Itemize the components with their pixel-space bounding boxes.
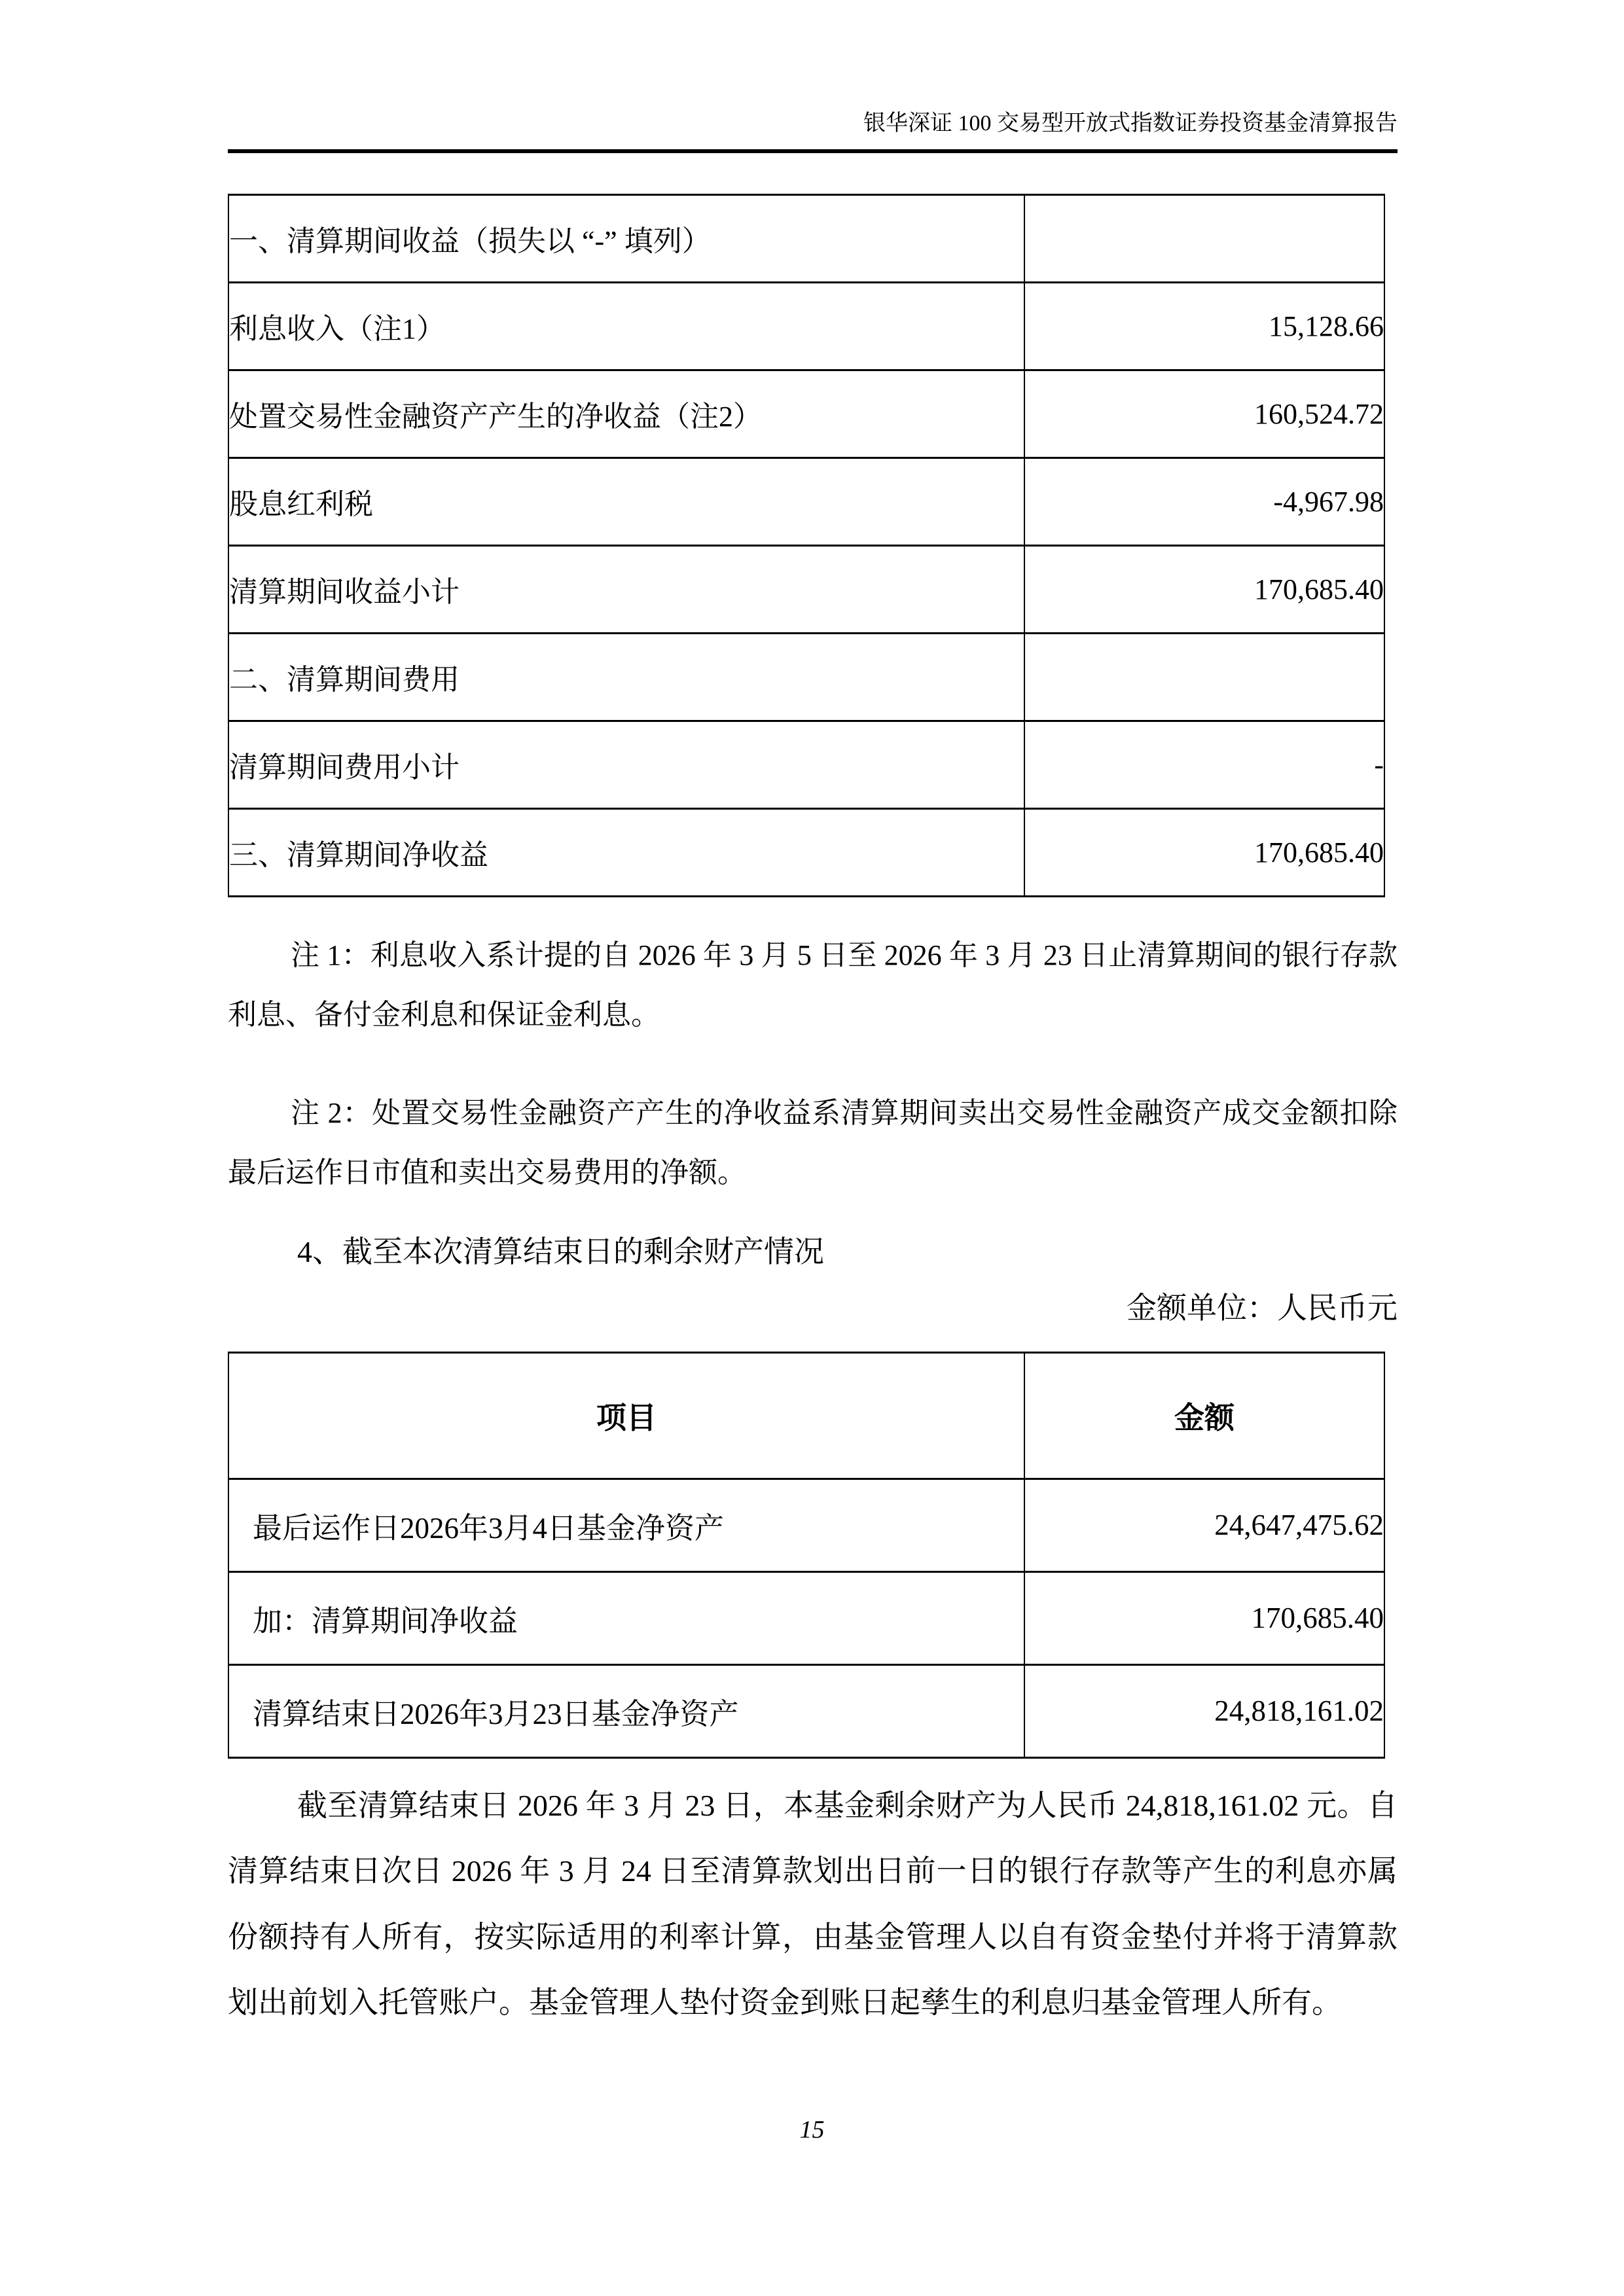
doc-header-title: 银华深证 100 交易型开放式指数证券投资基金清算报告 bbox=[863, 111, 1398, 135]
doc-header bbox=[228, 0, 1398, 139]
row-value: 170,685.40 bbox=[1024, 545, 1384, 633]
row-value: 170,685.40 bbox=[1024, 808, 1384, 896]
table-row bbox=[228, 457, 1384, 545]
assets-table bbox=[228, 1352, 1385, 1759]
row-label: 最后运作日2026年3月4日基金净资产 bbox=[228, 1479, 1024, 1571]
unit-label: 金额单位：人民币元 bbox=[1127, 1291, 1398, 1325]
table-row bbox=[228, 721, 1384, 808]
column-header-amount: 金额 bbox=[1024, 1352, 1384, 1479]
row-label: 处置交易性金融资产产生的净收益（注2） bbox=[228, 370, 1024, 457]
row-label: 清算期间收益小计 bbox=[228, 545, 1024, 633]
header-rule-divider bbox=[228, 149, 1398, 153]
row-value: 24,647,475.62 bbox=[1024, 1479, 1384, 1571]
row-label: 清算结束日2026年3月23日基金净资产 bbox=[228, 1664, 1024, 1757]
page-number: 15 bbox=[799, 2116, 825, 2144]
row-value bbox=[1024, 633, 1384, 721]
row-label: 股息红利税 bbox=[228, 457, 1024, 545]
table-header-row bbox=[228, 1352, 1384, 1479]
table-row bbox=[228, 194, 1384, 282]
row-label: 二、清算期间费用 bbox=[228, 633, 1024, 721]
row-value: 15,128.66 bbox=[1024, 282, 1384, 370]
row-value: -4,967.98 bbox=[1024, 457, 1384, 545]
row-value: 170,685.40 bbox=[1024, 1571, 1384, 1664]
note-paragraph-1: 注 1：利息收入系计提的自 2026 年 3 月 5 日至 2026 年 3 月 23 日止清算期间的银行存款利息、备付金利息和保证金利息。 bbox=[228, 939, 1398, 1031]
column-header-item: 项目 bbox=[228, 1352, 1024, 1479]
note-paragraph-2: 注 2：处置交易性金融资产产生的净收益系清算期间卖出交易性金融资产成交金额扣除最后运作日市值和卖出交易费用的净额。 bbox=[228, 1097, 1398, 1189]
income-table bbox=[228, 194, 1385, 897]
row-label: 利息收入（注1） bbox=[228, 282, 1024, 370]
table-row bbox=[228, 282, 1384, 370]
row-label: 清算期间费用小计 bbox=[228, 721, 1024, 808]
table-row bbox=[228, 633, 1384, 721]
row-label: 一、清算期间收益（损失以 “-” 填列） bbox=[228, 194, 1024, 282]
table-row bbox=[228, 1479, 1384, 1571]
row-value: - bbox=[1024, 721, 1384, 808]
row-value: 160,524.72 bbox=[1024, 370, 1384, 457]
table-row bbox=[228, 545, 1384, 633]
table-row bbox=[228, 808, 1384, 896]
row-label: 三、清算期间净收益 bbox=[228, 808, 1024, 896]
section-heading: 4、截至本次清算结束日的剩余财产情况 bbox=[297, 1235, 824, 1269]
closing-paragraph: 截至清算结束日 2026 年 3 月 23 日，本基金剩余财产为人民币 24,818,161.02 元。自清算结束日次日 2026 年 3 月 24 日至清算款划出日前一日的银行存款等产生的利息亦属份额持有人所有，按实际适用的利率计算，由基金管理人以自有资金垫付并将于清算款划出前划入托管账户。基金管理人垫付资金到账日起孳生的利息归基金管理人所有。 bbox=[228, 1788, 1398, 2019]
table-row bbox=[228, 1664, 1384, 1757]
row-value bbox=[1024, 194, 1384, 282]
row-value: 24,818,161.02 bbox=[1024, 1664, 1384, 1757]
table-row bbox=[228, 1571, 1384, 1664]
row-label: 加：清算期间净收益 bbox=[228, 1571, 1024, 1664]
table-row bbox=[228, 370, 1384, 457]
